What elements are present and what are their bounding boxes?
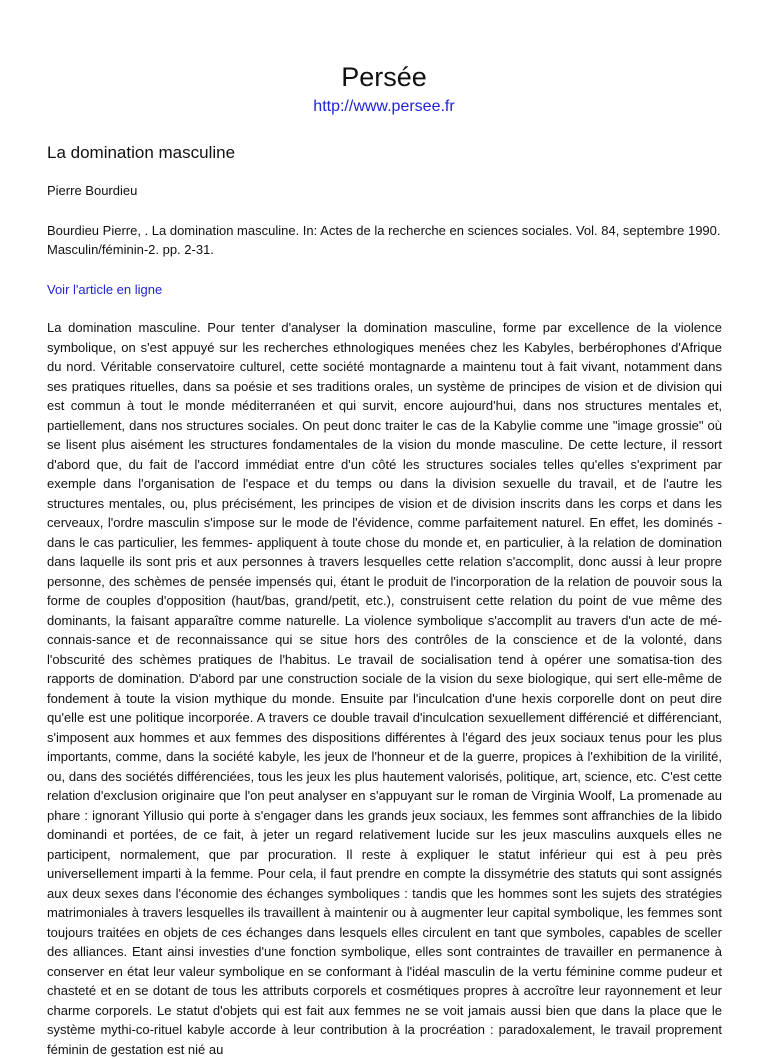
online-article-link[interactable]: Voir l'article en ligne [47, 282, 163, 297]
site-url-link[interactable]: http://www.persee.fr [313, 98, 455, 115]
document-citation: Bourdieu Pierre, . La domination masculine. In: Actes de la recherche en sciences sociales. Vol. 84, septembre 1990. Masculin/féminin-2. pp. 2-31. [47, 223, 721, 257]
site-title: Persée [341, 62, 427, 92]
site-url-container [0, 98, 768, 116]
online-article-link-container [47, 282, 162, 297]
document-abstract: La domination masculine. Pour tenter d'analyser la domination masculine, forme par excellence de la violence symbolique, on s'est appuyé sur les recherches ethnologiques menées chez les Kabyles, berbérophones d'Afrique du nord. Véritable conservatoire culturel, cette société montagnarde a maintenu tout à fait vivant, notamment dans ses pratiques rituelles, dans sa poésie et ses traditions orales, un système de principes de vision et de division qui est commun à tout le monde méditerranéen et qui survit, encore aujourd'hui, dans nos structures mentales et, partiellement, dans nos structures sociales. On peut donc traiter le cas de la Kabylie comme une "image grossie" où se lisent plus aisément les structures fondamentales de la vision du monde masculine. De cette lecture, il ressort d'abord que, du fait de l'accord immédiat entre d'un côté les structures sociales telles qu'elles s'expriment par exemple dans l'organisation de l'espace et du temps ou dans la division sexuelle du travail, et de l'autre les structures mentales, ou, plus précisément, les principes de vision et de division inscrits dans les corps et dans les cerveaux, l'ordre masculin s'impose sur le mode de l'évidence, comme parfaitement naturel. En effet, les dominés -dans le cas particulier, les femmes- appliquent à toute chose du monde et, en particulier, à la relation de domination dans laquelle ils sont pris et aux personnes à travers lesquelles cette relation s'accomplit, donc aussi à leur propre personne, des schèmes de pensée impensés qui, étant le produit de l'incorporation de la relation de pouvoir sous la forme de couples d'opposition (haut/bas, grand/petit, etc.), construisent cette relation du point de vue même des dominants, la faisant apparaître comme naturelle. La violence symbolique s'accomplit au travers d'un acte de mé-connais-sance et de reconnaissance qui se situe hors des contrôles de la conscience et de la volonté, dans l'obscurité des schèmes pratiques de l'habitus. Le travail de socialisation tend à opérer une somatisa-tion des rapports de domination. D'abord par une construction sociale de la vision du sexe biologique, qui sert elle-même de fondement à toute la vision mythique du monde. Ensuite par l'inculcation d'une hexis corporelle dont on peut dire qu'elle est une politique incorporée. A travers ce double travail d'inculcation sexuellement différencié et différenciant, s'imposent aux hommes et aux femmes des dispositions différentes à l'égard des jeux sociaux tenus pour les plus importants, comme, dans la société kabyle, les jeux de l'honneur et de la guerre, propices à l'exhibition de la virilité, ou, dans des sociétés différenciées, tous les jeux les plus hautement valorisés, politique, art, science, etc. C'est cette relation d'exclusion originaire que l'on peut analyser en s'appuyant sur le roman de Virginia Woolf, La promenade au phare : ignorant Yillusio qui porte à s'engager dans les grands jeux sociaux, les femmes sont affranchies de la libido dominandi et portées, de ce fait, à jeter un regard relativement lucide sur les jeux masculins auxquels elles ne participent, normalement, que par procuration. Il reste à expliquer le statut inférieur qui est à peu près universellement imparti à la femme. Pour cela, il faut prendre en compte la dissymétrie des statuts qui sont assignés aux deux sexes dans l'économie des échanges symboliques : tandis que les hommes sont les sujets des stratégies matrimoniales à travers lesquelles ils travaillent à maintenir ou à augmenter leur capital symbolique, les femmes sont toujours traitées en objets de ces échanges dans lesquels elles circulent en tant que symboles, capables de sceller des alliances. Etant ainsi investies d'une fonction symbolique, elles sont contraintes de travailler en permanence à conserver en état leur valeur symbolique en se conformant à l'idéal masculin de la vertu féminine comme pudeur et chasteté et en se dotant de tous les attributs corporels et cosmétiques propres à accroître leur rayonnement et leur charme corporels. Le statut d'objets qui est fait aux femmes ne se voit jamais aussi bien que dans la place que le système mythi-co-rituel kabyle accorde à leur contribution à la procréation : paradoxalement, le travail proprement féminin de gestation est nié au [47, 320, 722, 1057]
document-author: Pierre Bourdieu [47, 183, 138, 198]
document-title: La domination masculine [47, 143, 236, 162]
